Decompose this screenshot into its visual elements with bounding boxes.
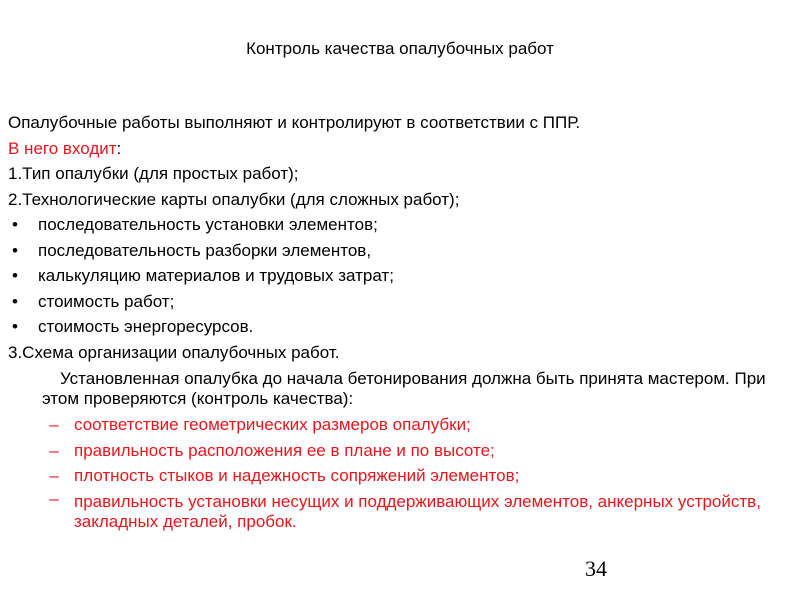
dash-marker: – [49, 440, 59, 460]
bullet-marker: • [12, 291, 18, 311]
bullet-marker: • [12, 317, 18, 336]
slide-body [8, 110, 778, 532]
list-item-3: 3.Схема организации опалубочных работ. [8, 342, 340, 362]
list-item-1: 1.Тип опалубки (для простых работ); [8, 164, 299, 183]
inspection-paragraph: Установленная опалубка до начала бетонирования должна быть принята мастером. При этом проверяются (контроль качества): [42, 369, 766, 408]
quality-check-list [8, 412, 778, 532]
bullet-text: последовательность разборки элементов, [38, 240, 372, 260]
page-number: 34 [585, 556, 607, 581]
check-item [8, 412, 778, 438]
bullet-item [8, 238, 778, 264]
bullet-item [8, 212, 778, 238]
includes-colon: : [116, 138, 122, 158]
check-item [8, 438, 778, 464]
bullet-item [8, 289, 778, 315]
list-item-2: 2.Технологические карты опалубки (для сложных работ); [8, 189, 460, 209]
check-text: соответствие геометрических размеров опалубки; [74, 415, 471, 434]
check-item [8, 489, 778, 532]
includes-label: В него входит [8, 138, 117, 158]
bullet-text: стоимость работ; [38, 291, 175, 311]
bullet-text: калькуляцию материалов и трудовых затрат; [38, 266, 394, 285]
bullet-item [8, 263, 778, 289]
bullet-marker: • [12, 215, 18, 234]
bullet-text: стоимость энергоресурсов. [38, 317, 254, 336]
dash-marker: – [49, 488, 59, 508]
dash-marker: – [49, 466, 59, 485]
includes-line [8, 136, 778, 162]
intro-text: Опалубочные работы выполняют и контролируют в соответствии с ППР. [8, 113, 581, 132]
bullet-text: последовательность установки элементов; [38, 215, 378, 234]
bullet-marker: • [12, 266, 18, 285]
dash-marker: – [49, 415, 59, 434]
check-text: правильность установки несущих и поддерживающих элементов, анкерных устройств, закладных деталей, пробок. [74, 491, 761, 531]
bullet-marker: • [12, 240, 18, 260]
check-text: правильность расположения ее в плане и по высоте; [74, 440, 495, 460]
bullet-list [8, 212, 778, 340]
check-item [8, 463, 778, 489]
check-text: плотность стыков и надежность сопряжений элементов; [74, 466, 520, 485]
slide-title: Контроль качества опалубочных работ [246, 39, 554, 58]
bullet-item [8, 314, 778, 340]
